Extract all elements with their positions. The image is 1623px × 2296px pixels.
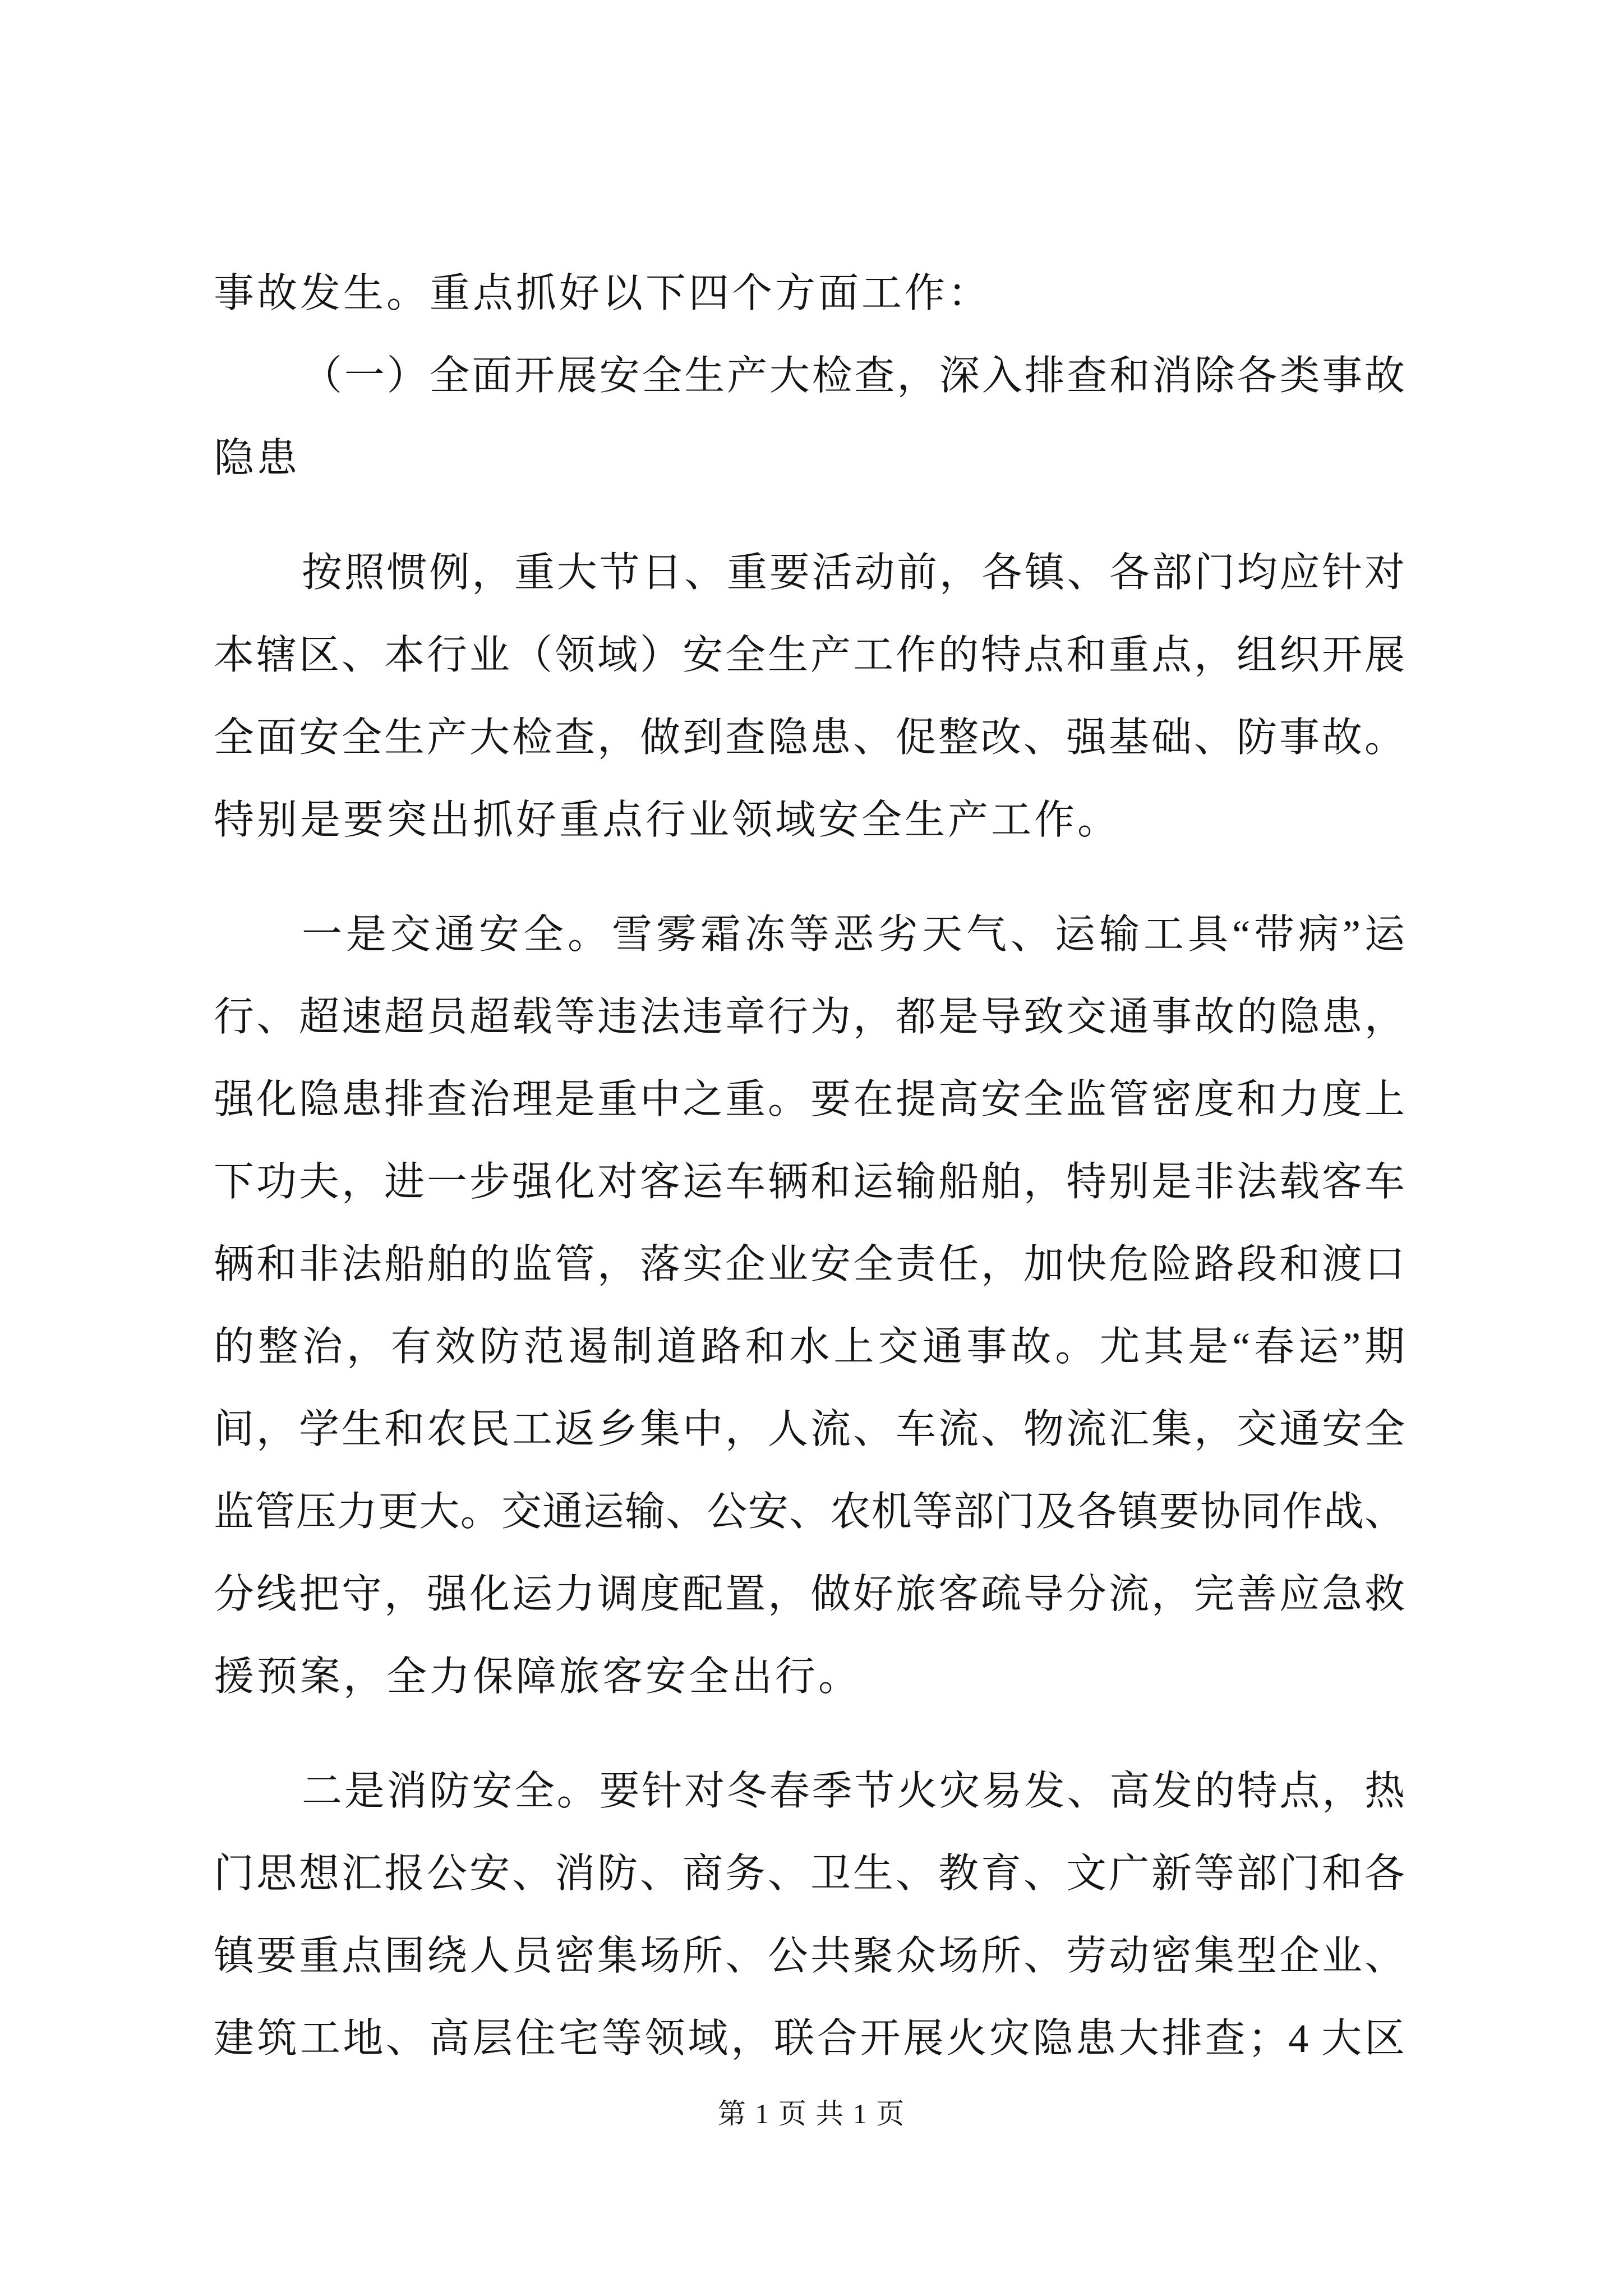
paragraph	[214, 1750, 1405, 2080]
paragraph-line: 门思想汇报公安、消防、商务、卫生、教育、文广新等部门和各	[214, 1851, 1405, 1896]
paragraph-line: 事故发生。重点抓好以下四个方面工作：	[214, 271, 992, 316]
paragraph-line: 特别是要突出抓好重点行业领域安全生产工作。	[214, 798, 1121, 843]
paragraph-line: 一是交通安全。雪雾霜冻等恶劣天气、运输工具“带病”运	[302, 912, 1405, 957]
heading-line: （一）全面开展安全生产大检查，深入排查和消除各类事故	[302, 353, 1405, 398]
paragraph-line: 下功夫，进一步强化对客运车辆和运输船舶，特别是非法载客车	[214, 1159, 1405, 1204]
section-heading	[214, 335, 1405, 500]
page-footer	[0, 2097, 1623, 2131]
paragraph	[214, 532, 1405, 862]
paragraph-line: 二是消防安全。要针对冬春季节火灾易发、高发的特点，热	[302, 1769, 1405, 1814]
paragraph-line: 援预案，全力保障旅客安全出行。	[214, 1654, 862, 1699]
paragraph-line: 建筑工地、高层住宅等领域，联合开展火灾隐患大排查；4 大区	[214, 2016, 1405, 2061]
paragraph-line: 监管压力更大。交通运输、公安、农机等部门及各镇要协同作战、	[214, 1489, 1405, 1534]
heading-line: 隐患	[214, 436, 301, 481]
paragraph-line: 按照惯例，重大节日、重要活动前，各镇、各部门均应针对	[302, 550, 1405, 595]
paragraph-line: 全面安全生产大检查，做到查隐患、促整改、强基础、防事故。	[214, 715, 1405, 760]
paragraph-line: 行、超速超员超载等违法违章行为，都是导致交通事故的隐患，	[214, 995, 1405, 1039]
paragraph-line: 的整治，有效防范遏制道路和水上交通事故。尤其是“春运”期	[214, 1324, 1405, 1369]
paragraph-line: 辆和非法船舶的监管，落实企业安全责任，加快危险路段和渡口	[214, 1242, 1405, 1287]
paragraph-line: 镇要重点围绕人员密集场所、公共聚众场所、劳动密集型企业、	[214, 1934, 1405, 1978]
page-number: 第 1 页 共 1 页	[717, 2098, 906, 2129]
paragraph	[214, 894, 1405, 1718]
paragraph-line: 本辖区、本行业（领域）安全生产工作的特点和重点，组织开展	[214, 633, 1405, 678]
paragraph-line: 强化隐患排查治理是重中之重。要在提高安全监管密度和力度上	[214, 1077, 1405, 1122]
document-body	[214, 252, 1405, 2080]
paragraph	[214, 252, 1405, 335]
paragraph-line: 分线把守，强化运力调度配置，做好旅客疏导分流，完善应急救	[214, 1572, 1405, 1617]
paragraph-line: 间，学生和农民工返乡集中，人流、车流、物流汇集，交通安全	[214, 1407, 1405, 1452]
